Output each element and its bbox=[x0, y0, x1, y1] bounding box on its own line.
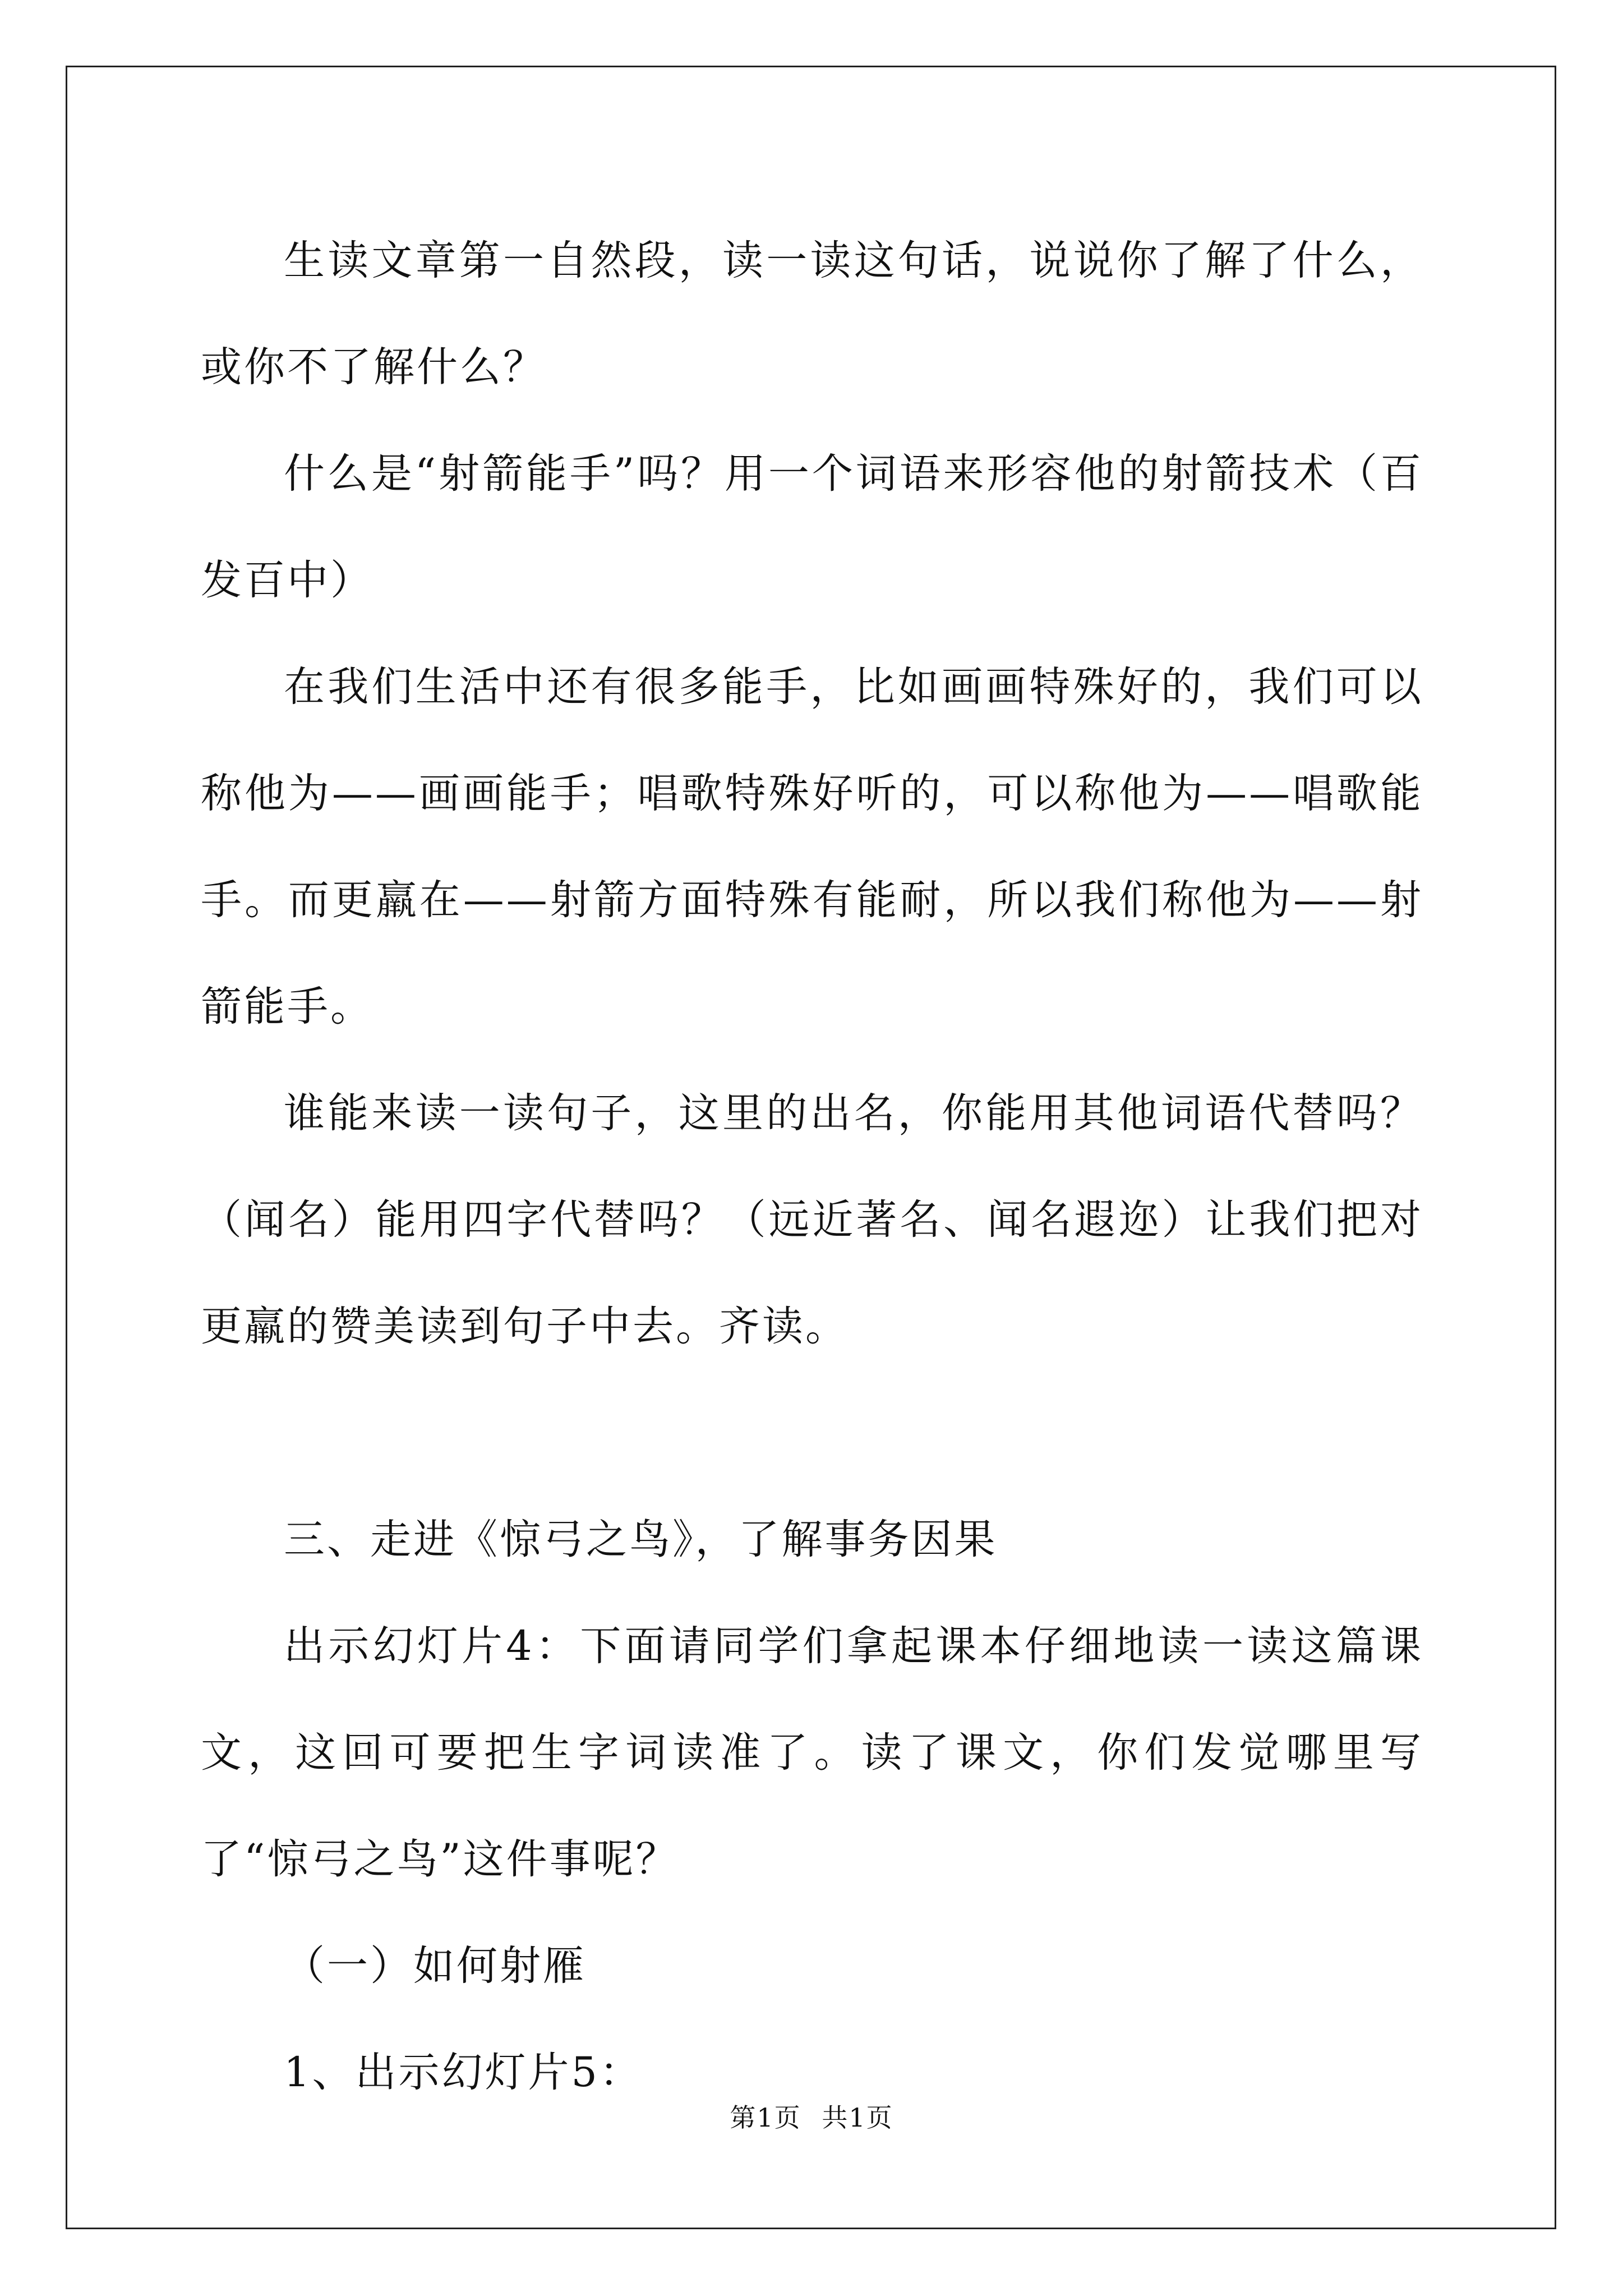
paragraph: 在我们生活中还有很多能手，比如画画特殊好的，我们可以称他为——画画能手；唱歌特殊好听的，可以称他为——唱歌能手。而更羸在——射箭方面特殊有能耐，所以我们称他为——射箭能手。 bbox=[201, 663, 1423, 1030]
document-body bbox=[201, 208, 1423, 2126]
sub-heading: （一）如何射雁 bbox=[284, 1942, 586, 1990]
page-total: 共1页 bbox=[822, 2102, 893, 2133]
section-heading: 三、走进《惊弓之鸟》，了解事务因果 bbox=[284, 1516, 998, 1563]
page-number: 第1页 bbox=[730, 2102, 801, 2133]
paragraph: 谁能来读一读句子，这里的出名，你能用其他词语代替吗？（闻名）能用四字代替吗？（远近著名、闻名遐迩）让我们把对更羸的赞美读到句子中去。齐读。 bbox=[201, 1089, 1423, 1350]
paragraph: 什么是“射箭能手”吗？用一个词语来形容他的射箭技术（百发百中） bbox=[201, 450, 1423, 604]
paragraph-gap bbox=[201, 1380, 1423, 1487]
paragraph: 出示幻灯片4：下面请同学们拿起课本仔细地读一读这篇课文，这回可要把生字词读准了。读了课文，你们发觉哪里写了“惊弓之鸟”这件事呢？ bbox=[201, 1622, 1423, 1883]
paragraph: 生读文章第一自然段，读一读这句话，说说你了解了什么，或你不了解什么？ bbox=[201, 237, 1423, 391]
page-footer bbox=[0, 2101, 1623, 2134]
list-item: 1、出示幻灯片5： bbox=[284, 2049, 643, 2096]
